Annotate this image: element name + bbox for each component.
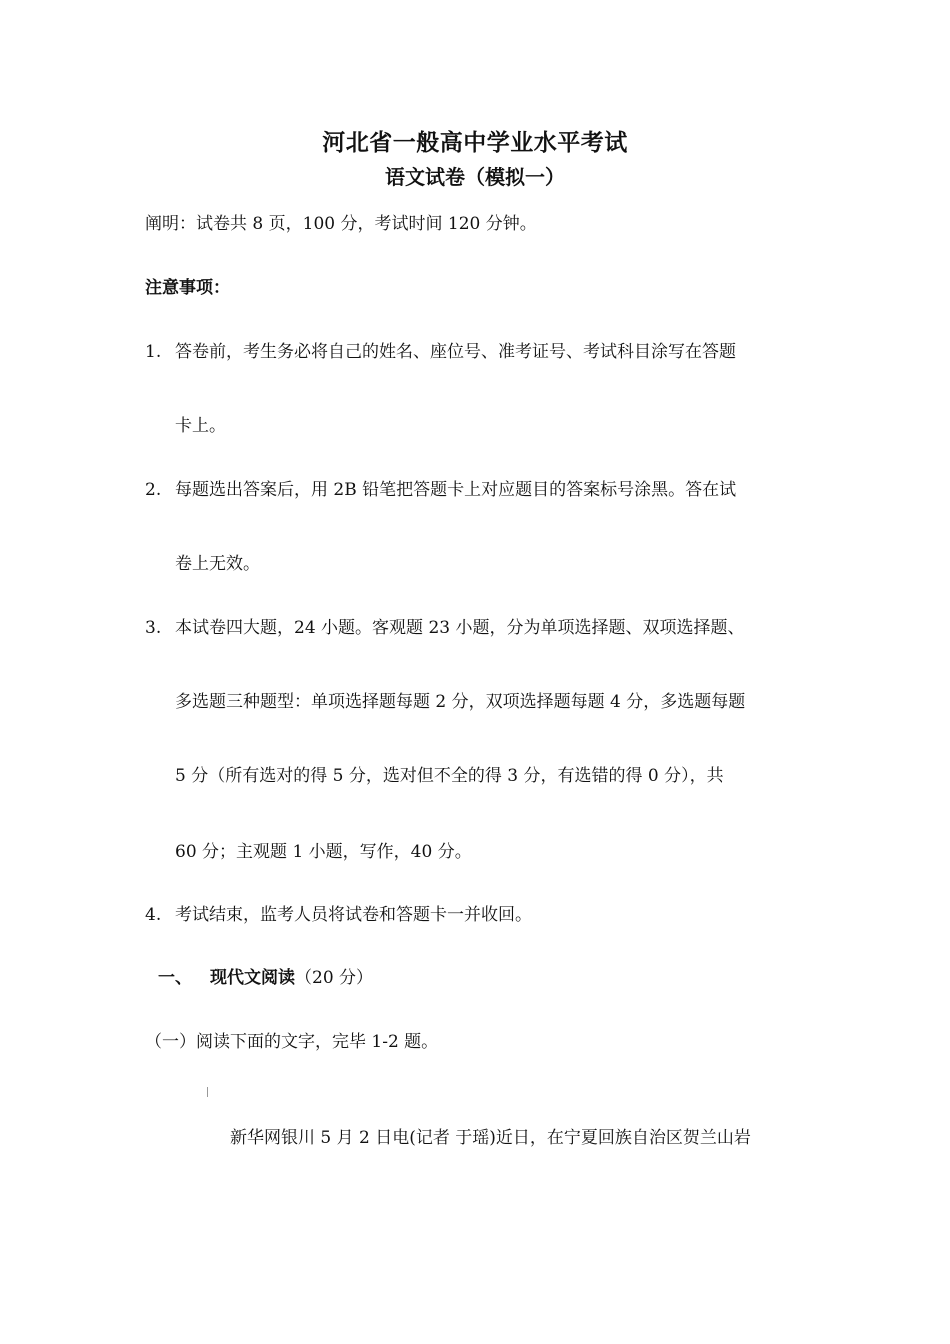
notice-item-3 (145, 616, 744, 640)
exam-title: 河北省一般高中学业水平考试 (322, 129, 628, 156)
notice-item-3-line-2: 多选题三种题型：单项选择题每题 2 分，双项选择题每题 4 分，多选题每题 (175, 692, 746, 712)
notice-item-text: 考试结束，监考人员将试卷和答题卡一并收回。 (175, 905, 532, 925)
exam-subtitle: 语文试卷（模拟一） (385, 165, 565, 189)
text-cursor-mark (207, 1087, 208, 1097)
notice-heading: 注意事项： (145, 278, 230, 298)
section-number: 一、 (158, 968, 192, 988)
section-score: （20 分） (295, 968, 374, 988)
notice-item-1 (145, 340, 736, 364)
notice-item-number: 2. (145, 480, 162, 500)
notice-item-text: 每题选出答案后，用 2B 铅笔把答题卡上对应题目的答案标号涂黑。答在试 (175, 480, 737, 500)
subsection-heading: （一）阅读下面的文字，完毕 1-2 题。 (145, 1032, 439, 1052)
notice-item-text: 答卷前，考生务必将自己的姓名、座位号、准考证号、考试科目涂写在答题 (175, 342, 736, 362)
section-title: 现代文阅读 (210, 968, 295, 988)
notice-item-number: 4. (145, 905, 162, 925)
passage-first-line: 新华网银川 5 月 2 日电(记者 于瑶)近日，在宁夏回族自治区贺兰山岩 (230, 1128, 751, 1148)
notice-item-2 (145, 478, 736, 502)
notice-item-1-continued: 卡上。 (175, 416, 226, 436)
notice-item-number: 3. (145, 618, 162, 638)
exam-statement: 阐明：试卷共 8 页，100 分，考试时间 120 分钟。 (145, 214, 537, 234)
notice-item-text: 本试卷四大题，24 小题。客观题 23 小题，分为单项选择题、双项选择题、 (175, 618, 745, 638)
notice-item-3-line-4: 60 分；主观题 1 小题，写作，40 分。 (175, 842, 472, 862)
notice-item-number: 1. (145, 342, 162, 362)
notice-item-4 (145, 903, 532, 927)
notice-item-3-line-3: 5 分（所有选对的得 5 分，选对但不全的得 3 分，有选错的得 0 分），共 (175, 766, 724, 786)
section-heading (158, 966, 373, 990)
notice-item-2-continued: 卷上无效。 (175, 554, 260, 574)
